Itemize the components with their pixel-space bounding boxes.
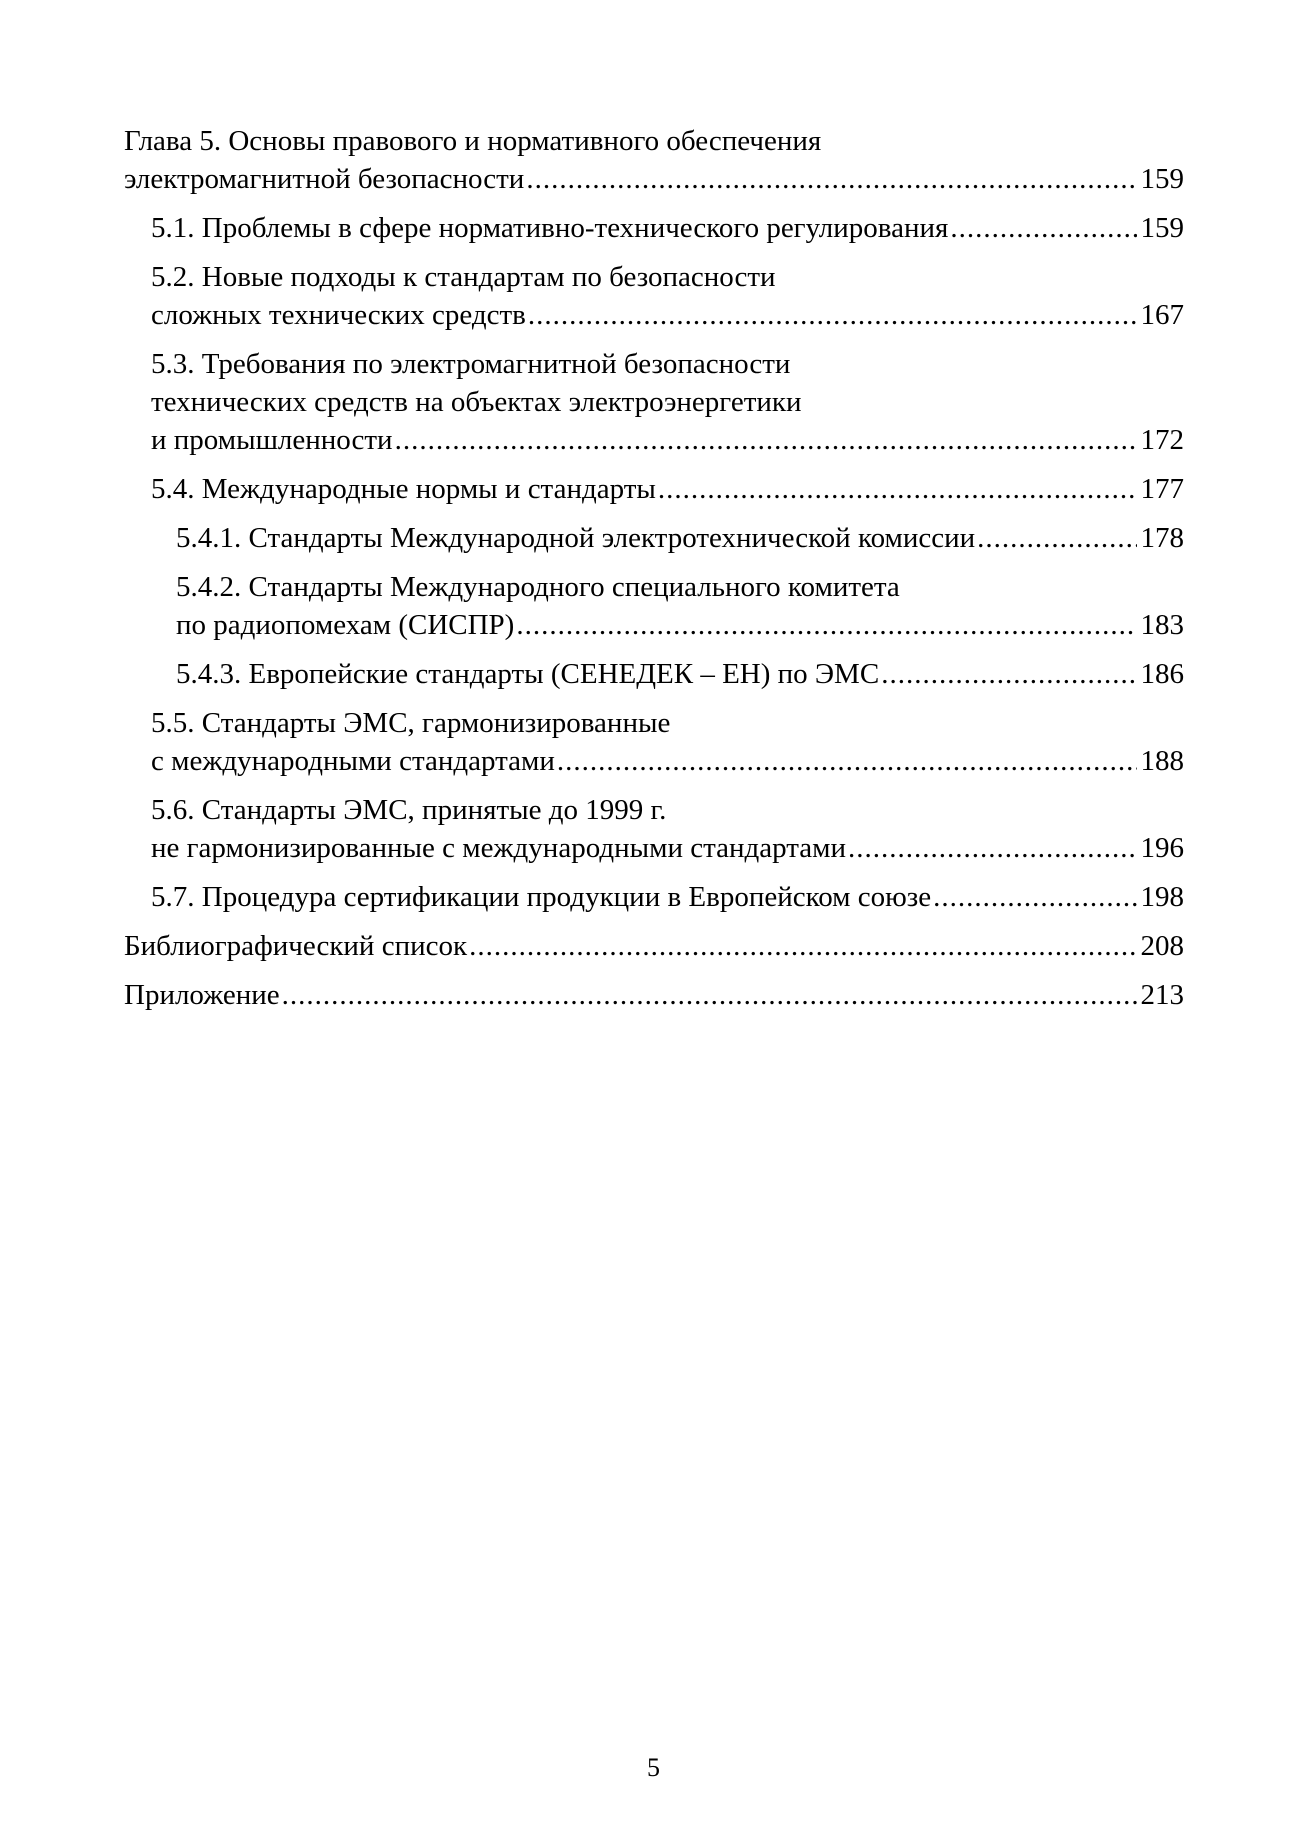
dot-leader <box>469 927 1136 965</box>
toc-entry-title-line: по радиопомехам (СИСПР) <box>176 609 515 641</box>
toc-entry-title-line: 5.4.3. Европейские стандарты (СЕНЕДЕК – ЕН) по ЭМС <box>176 658 880 690</box>
toc-entry-page: 159 <box>1140 163 1184 195</box>
toc-entry-title-line: 5.3. Требования по электромагнитной безопасности <box>151 348 791 380</box>
dot-leader <box>848 829 1136 867</box>
toc-entry-last-line <box>151 296 1184 334</box>
toc-entry <box>124 655 1184 693</box>
toc-entry-title-line: 5.4. Международные нормы и стандарты <box>151 473 656 505</box>
toc-entry-title-line: 5.2. Новые подходы к стандартам по безопасности <box>151 261 776 293</box>
toc-entry-title-line: сложных технических средств <box>151 299 526 331</box>
dot-leader <box>950 209 1136 247</box>
toc-entry-last-line <box>151 742 1184 780</box>
toc-entry-last-line <box>124 927 1184 965</box>
toc-entry <box>124 122 1184 198</box>
toc-entry-title-line: 5.4.1. Стандарты Международной электротехнической комиссии <box>176 522 976 554</box>
toc-entry-last-line <box>176 606 1184 644</box>
toc-entry <box>124 976 1184 1014</box>
toc-entry-title-line: 5.1. Проблемы в сфере нормативно-технического регулирования <box>151 212 949 244</box>
toc-entry-page: 208 <box>1140 930 1184 962</box>
toc-entry <box>124 258 1184 334</box>
toc-entry-page: 183 <box>1140 609 1184 641</box>
toc-entry-last-line <box>176 655 1184 693</box>
toc-entry-title-line: и промышленности <box>151 424 393 456</box>
toc-entry <box>124 878 1184 916</box>
toc-entry <box>124 519 1184 557</box>
toc-entry-title-line: электромагнитной безопасности <box>124 163 525 195</box>
toc-entry-title-line: не гармонизированные с международными стандартами <box>151 832 847 864</box>
table-of-contents <box>124 122 1184 1025</box>
toc-entry <box>124 470 1184 508</box>
toc-entry-page: 213 <box>1140 979 1184 1011</box>
toc-entry-last-line <box>151 878 1184 916</box>
toc-entry-page: 167 <box>1140 299 1184 331</box>
dot-leader <box>516 606 1136 644</box>
toc-entry <box>124 209 1184 247</box>
toc-entry-page: 198 <box>1140 881 1184 913</box>
toc-entry-title-line: Приложение <box>124 979 280 1011</box>
page-number: 5 <box>647 1753 660 1782</box>
toc-entry-last-line <box>176 519 1184 557</box>
toc-entry-title-line: 5.6. Стандарты ЭМС, принятые до 1999 г. <box>151 794 667 826</box>
toc-entry-page: 178 <box>1140 522 1184 554</box>
dot-leader <box>557 742 1137 780</box>
toc-entry-title-line: технических средств на объектах электроэнергетики <box>151 386 802 418</box>
toc-entry <box>124 791 1184 867</box>
dot-leader <box>881 655 1136 693</box>
dot-leader <box>282 976 1137 1014</box>
toc-entry <box>124 927 1184 965</box>
toc-entry-last-line <box>151 829 1184 867</box>
dot-leader <box>528 296 1137 334</box>
toc-entry-last-line <box>151 209 1184 247</box>
toc-entry-page: 188 <box>1140 745 1184 777</box>
toc-entry-page: 196 <box>1140 832 1184 864</box>
toc-entry-title-line: Библиографический список <box>124 930 468 962</box>
toc-entry-page: 186 <box>1140 658 1184 690</box>
dot-leader <box>395 421 1137 459</box>
toc-entry-title-line: Глава 5. Основы правового и нормативного обеспечения <box>124 125 822 157</box>
toc-entry-title-line: с международными стандартами <box>151 745 555 777</box>
toc-entry-title-line: 5.7. Процедура сертификации продукции в Европейском союзе <box>151 881 932 913</box>
toc-entry-title-line: 5.5. Стандарты ЭМС, гармонизированные <box>151 707 671 739</box>
toc-entry-last-line <box>151 470 1184 508</box>
dot-leader <box>526 160 1136 198</box>
dot-leader <box>658 470 1137 508</box>
toc-entry-title-line: 5.4.2. Стандарты Международного специального комитета <box>176 571 900 603</box>
toc-entry <box>124 568 1184 644</box>
toc-entry-last-line <box>151 421 1184 459</box>
toc-entry-page: 177 <box>1140 473 1184 505</box>
toc-entry-page: 172 <box>1140 424 1184 456</box>
toc-entry <box>124 704 1184 780</box>
dot-leader <box>933 878 1136 916</box>
toc-entry <box>124 345 1184 459</box>
toc-entry-last-line <box>124 160 1184 198</box>
toc-entry-page: 159 <box>1140 212 1184 244</box>
toc-entry-last-line <box>124 976 1184 1014</box>
dot-leader <box>977 519 1136 557</box>
